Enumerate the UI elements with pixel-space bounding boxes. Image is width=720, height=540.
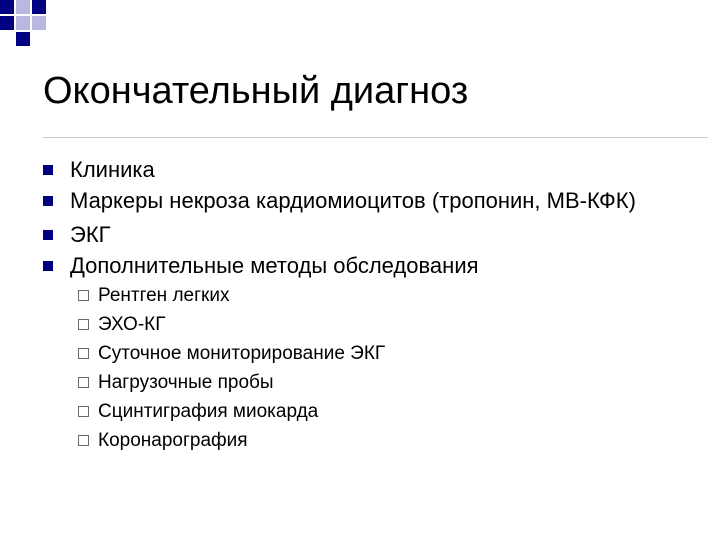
hollow-square-bullet-icon <box>78 290 89 301</box>
hollow-square-bullet-icon <box>78 348 89 359</box>
deco-square <box>0 0 14 14</box>
deco-square <box>0 16 14 30</box>
sub-bullet-list <box>78 284 700 453</box>
hollow-square-bullet-icon <box>78 435 89 446</box>
sub-bullet-text: Суточное мониторирование ЭКГ <box>98 343 386 364</box>
bullet-text: Дополнительные методы обследования <box>70 253 479 278</box>
bullet-text: Маркеры некроза кардиомиоцитов (тропонин, МВ-КФК) <box>70 188 636 213</box>
sub-bullet-item <box>78 400 700 424</box>
sub-bullet-text: Сцинтиграфия миокарда <box>98 401 319 422</box>
deco-square <box>32 16 46 30</box>
bullet-list <box>40 157 700 459</box>
sub-bullet-item <box>78 313 700 337</box>
square-bullet-icon <box>43 261 53 271</box>
deco-square <box>16 0 30 14</box>
sub-bullet-item <box>78 429 700 453</box>
sub-bullet-text: Коронарография <box>98 430 248 451</box>
bullet-item <box>40 157 700 182</box>
deco-square <box>32 0 46 14</box>
deco-square <box>16 16 30 30</box>
hollow-square-bullet-icon <box>78 406 89 417</box>
bullet-text: ЭКГ <box>70 222 111 247</box>
square-bullet-icon <box>43 196 53 206</box>
bullet-text: Клиника <box>70 157 155 182</box>
hollow-square-bullet-icon <box>78 377 89 388</box>
sub-bullet-item <box>78 284 700 308</box>
bullet-item <box>40 253 700 453</box>
sub-bullet-item <box>78 371 700 395</box>
square-bullet-icon <box>43 165 53 175</box>
hollow-square-bullet-icon <box>78 319 89 330</box>
sub-bullet-text: ЭХО-КГ <box>98 314 166 335</box>
sub-bullet-text: Рентген легких <box>98 285 230 306</box>
title-divider <box>43 137 708 138</box>
sub-bullet-text: Нагрузочные пробы <box>98 372 274 393</box>
square-bullet-icon <box>43 230 53 240</box>
deco-square <box>16 32 30 46</box>
sub-bullet-item <box>78 342 700 366</box>
slide-title: Окончательный диагноз <box>43 70 469 112</box>
bullet-item <box>40 188 700 213</box>
bullet-item <box>40 222 700 247</box>
